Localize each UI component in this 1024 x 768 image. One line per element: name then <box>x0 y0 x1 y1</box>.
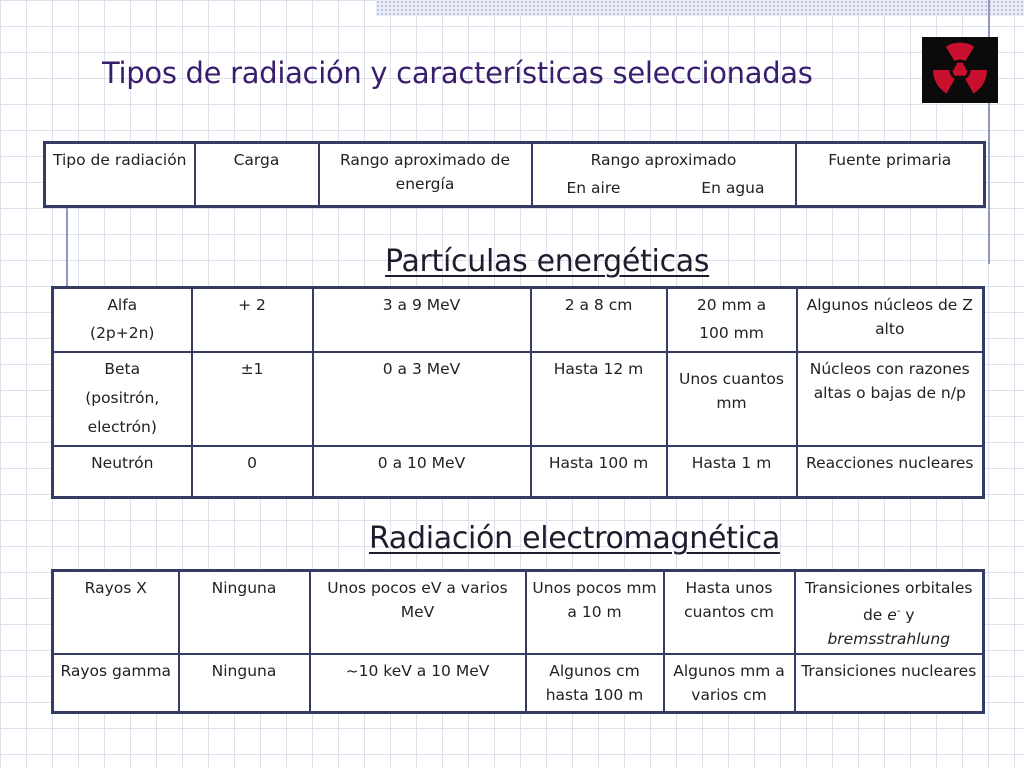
gamma-tipo: Rayos gamma <box>53 654 179 712</box>
beta-tipo-sub2: electrón) <box>87 417 157 436</box>
beta-energia: 0 a 3 MeV <box>313 352 531 446</box>
beta-tipo-sub1: (positrón, <box>85 388 160 407</box>
rayos-x-aire: Unos pocos mm a 10 m <box>526 571 664 655</box>
rayos-x-fuente-e: e <box>887 606 897 625</box>
rayos-x-agua: Hasta unos cuantos cm <box>664 571 795 655</box>
beta-agua: Unos cuantos mm <box>667 352 797 446</box>
neutron-aire: Hasta 100 m <box>531 446 667 498</box>
alfa-aire: 2 a 8 cm <box>531 288 667 352</box>
alfa-carga: + 2 <box>192 288 313 352</box>
table-row-neutron <box>53 446 984 498</box>
header-carga: Carga <box>195 143 319 207</box>
gamma-fuente: Transiciones nucleares <box>795 654 984 712</box>
radiation-trefoil-icon <box>922 37 998 103</box>
table-row-beta <box>53 352 984 446</box>
header-aire: En aire <box>566 179 621 197</box>
alfa-tipo-sub: (2p+2n) <box>90 324 155 342</box>
rayos-x-energia: Unos pocos eV a varios MeV <box>310 571 526 655</box>
rayos-x-tipo: Rayos X <box>53 571 179 655</box>
beta-carga: ±1 <box>192 352 313 446</box>
alfa-energia: 3 a 9 MeV <box>313 288 531 352</box>
neutron-energia: 0 a 10 MeV <box>313 446 531 498</box>
rayos-x-carga: Ninguna <box>179 571 310 655</box>
table-row-gamma <box>53 654 984 712</box>
rayos-x-fuente <box>795 571 984 655</box>
gamma-energia: ~10 keV a 10 MeV <box>310 654 526 712</box>
header-tipo: Tipo de radiación <box>45 143 195 207</box>
table-row-rayos-x <box>53 571 984 655</box>
rayos-x-fuente-y: y <box>900 606 915 625</box>
decorative-line-left <box>66 205 68 287</box>
page-title: Tipos de radiación y características seleccionadas <box>102 56 813 90</box>
neutron-carga: 0 <box>192 446 313 498</box>
decorative-top-band <box>376 0 1024 16</box>
rayos-x-fuente-sup: - <box>896 606 901 617</box>
rayos-x-fuente-brems: bremsstrahlung <box>827 630 951 649</box>
neutron-agua: Hasta 1 m <box>667 446 797 498</box>
header-table <box>43 141 986 208</box>
beta-aire: Hasta 12 m <box>531 352 667 446</box>
particles-table <box>51 286 985 499</box>
alfa-agua <box>667 288 797 352</box>
section-title-particulas: Partículas energéticas <box>385 244 710 279</box>
header-row <box>45 143 985 207</box>
beta-fuente: Núcleos con razones altas o bajas de n/p <box>797 352 984 446</box>
gamma-carga: Ninguna <box>179 654 310 712</box>
header-rango-label: Rango aproximado <box>590 151 737 169</box>
rayos-x-fuente-1: Transiciones orbitales de <box>805 579 973 625</box>
em-table <box>51 569 985 714</box>
header-energia: Rango aproximado de energía <box>319 143 532 207</box>
alfa-fuente: Algunos núcleos de Z alto <box>797 288 984 352</box>
neutron-fuente: Reacciones nucleares <box>797 446 984 498</box>
gamma-agua: Algunos mm a varios cm <box>664 654 795 712</box>
header-rango <box>532 143 796 207</box>
alfa-agua-2: 100 mm <box>699 324 764 342</box>
beta-tipo-label: Beta <box>104 359 141 378</box>
beta-tipo <box>53 352 192 446</box>
gamma-aire: Algunos cm hasta 100 m <box>526 654 664 712</box>
section-title-electromagnetica: Radiación electromagnética <box>369 521 780 556</box>
header-agua: En agua <box>701 179 765 197</box>
alfa-tipo <box>53 288 192 352</box>
alfa-agua-1: 20 mm a <box>696 296 767 314</box>
neutron-tipo: Neutrón <box>53 446 192 498</box>
alfa-tipo-label: Alfa <box>107 296 138 314</box>
header-fuente: Fuente primaria <box>796 143 985 207</box>
table-row-alfa <box>53 288 984 352</box>
header-rango-sub <box>537 172 791 200</box>
